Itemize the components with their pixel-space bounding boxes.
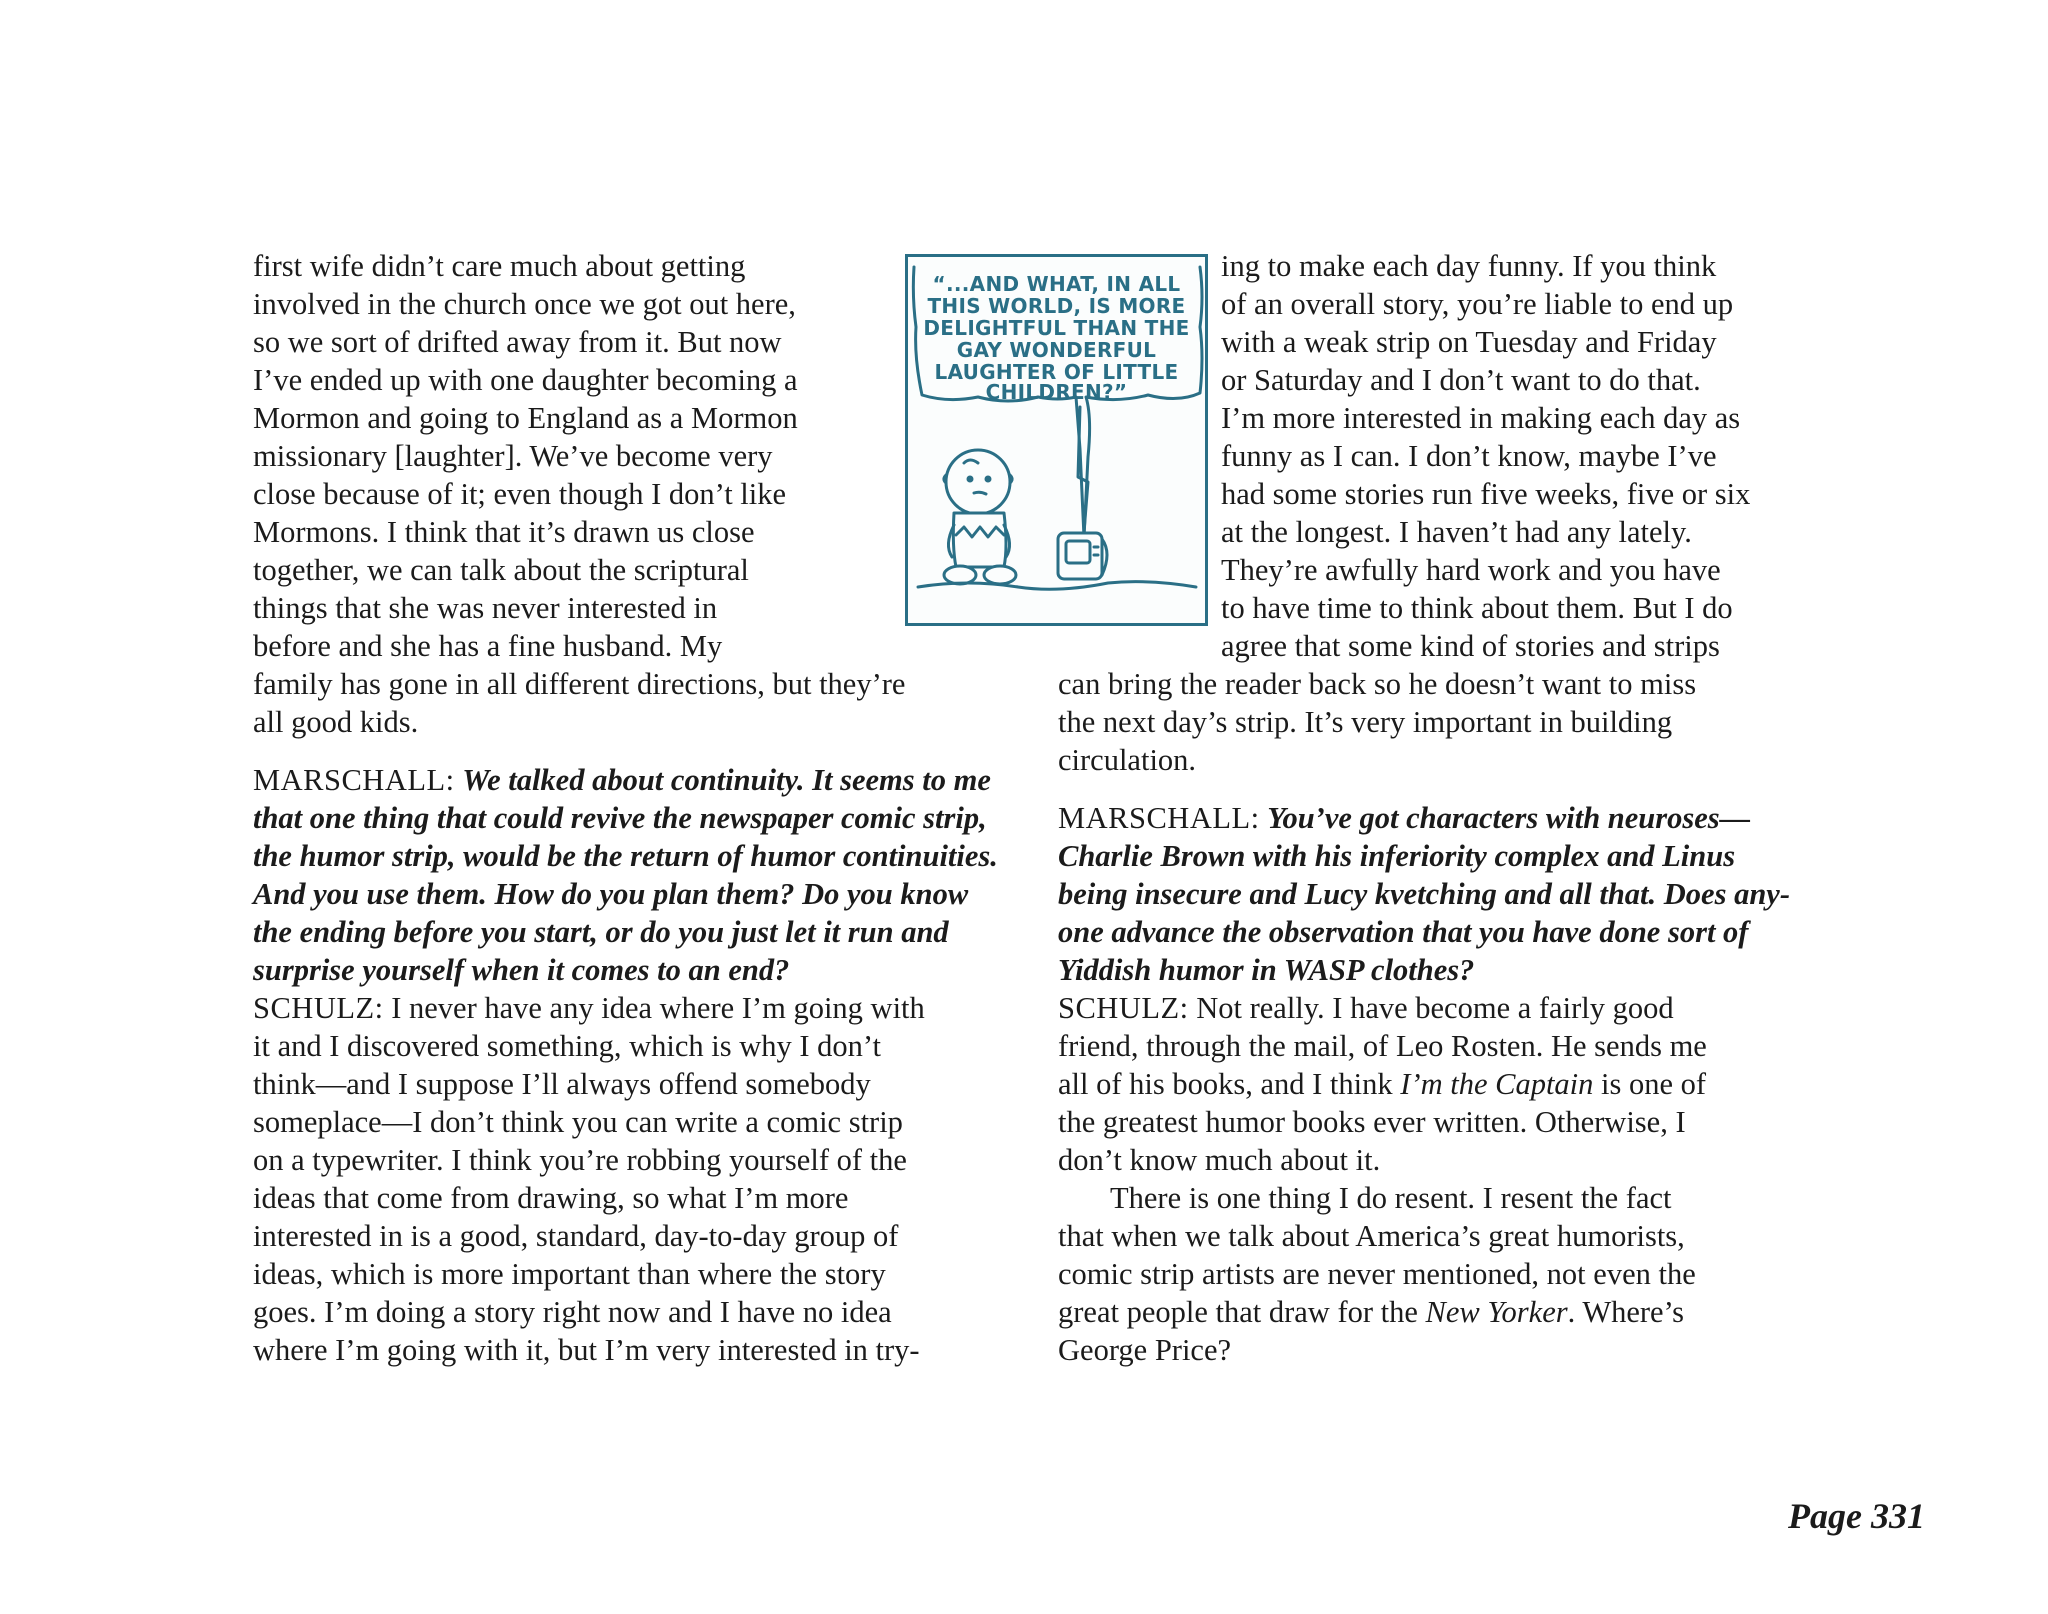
text-line: funny as I can. I don’t know, maybe I’ve [1221, 439, 1717, 473]
question-text: You’ve got characters with neuroses— [1267, 801, 1751, 835]
balloon-line: THIS WORLD, IS MORE [927, 294, 1186, 318]
answer-line: where I’m going with it, but I’m very interested in try- [253, 1333, 920, 1367]
speaker-label: SCHULZ: [1058, 991, 1189, 1025]
answer-line: friend, through the mail, of Leo Rosten. He sends me [1058, 1029, 1707, 1063]
text-line: of an overall story, you’re liable to end up [1221, 287, 1734, 321]
text-line: together, we can talk about the scriptural [253, 553, 749, 587]
answer-line: think—and I suppose I’ll always offend somebody [253, 1067, 871, 1101]
answer-text: Not really. I have become a fairly good [1196, 991, 1674, 1025]
answer-text: is one of [1593, 1067, 1707, 1101]
speaker-label: SCHULZ: [253, 991, 384, 1025]
question-line: the humor strip, would be the return of humor continuities. [253, 839, 998, 873]
text-line: I’m more interested in making each day as [1221, 401, 1741, 435]
text-line: family has gone in all different directions, but they’re [253, 667, 906, 701]
question-line: surprise yourself when it comes to an end? [253, 953, 790, 987]
text-line: can bring the reader back so he doesn’t want to miss [1058, 667, 1697, 701]
text-line: with a weak strip on Tuesday and Friday [1221, 325, 1717, 359]
answer-line: someplace—I don’t think you can write a comic strip [253, 1105, 903, 1139]
answer-line [253, 989, 925, 1027]
balloon-line: DELIGHTFUL THAN THE [923, 316, 1190, 340]
body-text: . Where’s [1567, 1295, 1684, 1329]
text-line: missionary [laughter]. We’ve become very [253, 439, 773, 473]
answer-line: on a typewriter. I think you’re robbing yourself of the [253, 1143, 907, 1177]
text-line: close because of it; even though I don’t like [253, 477, 787, 511]
text-line: before and she has a fine husband. My [253, 629, 723, 663]
answer-line: the greatest humor books ever written. Otherwise, I [1058, 1105, 1686, 1139]
question-text: We talked about continuity. It seems to me [462, 763, 991, 797]
text-line: comic strip artists are never mentioned, not even the [1058, 1257, 1696, 1291]
balloon-line: GAY WONDERFUL [956, 338, 1157, 362]
text-line: Mormon and going to England as a Mormon [253, 401, 798, 435]
answer-text: I never have any idea where I’m going with [391, 991, 925, 1025]
question-line: the ending before you start, or do you just let it run and [253, 915, 949, 949]
question-line [253, 761, 991, 799]
book-title: I’m the Captain [1400, 1067, 1594, 1101]
speaker-label: MARSCHALL: [253, 763, 455, 797]
text-line: to have time to think about them. But I do [1221, 591, 1733, 625]
text-line: things that she was never interested in [253, 591, 718, 625]
question-line: being insecure and Lucy kvetching and all that. Does any- [1058, 877, 1790, 911]
comic-panel [905, 254, 1208, 626]
speaker-label: MARSCHALL: [1058, 801, 1260, 835]
text-line: circulation. [1058, 743, 1197, 777]
answer-line: interested in is a good, standard, day-to-day group of [253, 1219, 899, 1253]
page-number: Page 331 [1788, 1496, 1925, 1536]
text-line: that when we talk about America’s great humorists, [1058, 1219, 1685, 1253]
balloon-line: “...AND WHAT, IN ALL [932, 272, 1181, 296]
text-line: ing to make each day funny. If you think [1221, 249, 1717, 283]
text-line: so we sort of drifted away from it. But now [253, 325, 782, 359]
balloon-line: LAUGHTER OF LITTLE [934, 360, 1179, 384]
text-line: first wife didn’t care much about getting [253, 249, 746, 283]
answer-line [1058, 989, 1674, 1027]
text-line [1058, 1293, 1684, 1331]
text-line: George Price? [1058, 1333, 1232, 1367]
text-line: Mormons. I think that it’s drawn us close [253, 515, 755, 549]
question-line: one advance the observation that you have done sort of [1058, 915, 1749, 949]
text-line: agree that some kind of stories and strips [1221, 629, 1720, 663]
text-line: involved in the church once we got out here, [253, 287, 796, 321]
magazine-title: New Yorker [1425, 1295, 1568, 1329]
answer-line: don’t know much about it. [1058, 1143, 1381, 1177]
balloon-line: CHILDREN?” [985, 380, 1128, 404]
text-line: There is one thing I do resent. I resent the fact [1110, 1181, 1672, 1215]
answer-line: ideas that come from drawing, so what I’m more [253, 1181, 849, 1215]
text-line: had some stories run five weeks, five or six [1221, 477, 1751, 511]
answer-line: ideas, which is more important than where the story [253, 1257, 886, 1291]
text-line: I’ve ended up with one daughter becoming a [253, 363, 798, 397]
answer-line: it and I discovered something, which is why I don’t [253, 1029, 881, 1063]
question-line: Yiddish humor in WASP clothes? [1058, 953, 1475, 987]
answer-line [1058, 1065, 1706, 1103]
text-line: the next day’s strip. It’s very important in building [1058, 705, 1673, 739]
text-line: at the longest. I haven’t had any lately. [1221, 515, 1692, 549]
question-line: And you use them. How do you plan them? Do you know [253, 877, 969, 911]
question-line: Charlie Brown with his inferiority complex and Linus [1058, 839, 1736, 873]
text-line: They’re awfully hard work and you have [1221, 553, 1721, 587]
answer-text: all of his books, and I think [1058, 1067, 1401, 1101]
body-text: great people that draw for the [1058, 1295, 1426, 1329]
text-line: all good kids. [253, 705, 419, 739]
answer-line: goes. I’m doing a story right now and I have no idea [253, 1295, 892, 1329]
question-line: that one thing that could revive the newspaper comic strip, [253, 801, 987, 835]
question-line [1058, 799, 1750, 837]
text-line: or Saturday and I don’t want to do that. [1221, 363, 1701, 397]
